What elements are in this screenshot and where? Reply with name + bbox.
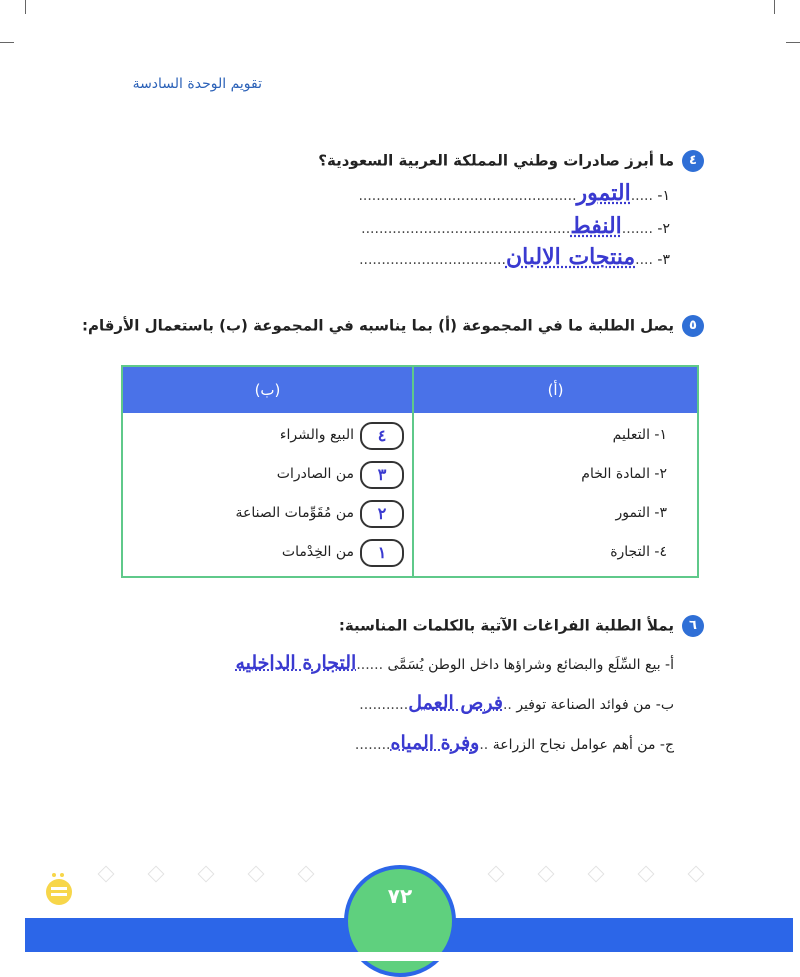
group-b-text: من مُقَوِّمات الصناعة — [235, 505, 354, 521]
decorative-diamond — [488, 866, 505, 883]
group-a-item: ٢- المادة الخام — [581, 466, 667, 482]
fill-trail: ........ — [354, 737, 391, 753]
q6-item-c — [355, 732, 674, 754]
group-b-text: من الصادرات — [276, 466, 354, 482]
group-a-item: ٣- التمور — [615, 505, 667, 521]
crop-mark — [0, 42, 14, 43]
decorative-diamond — [198, 866, 215, 883]
handwritten-answer: وفرة المياه — [390, 732, 480, 754]
decorative-diamond — [538, 866, 555, 883]
column-a — [413, 413, 698, 577]
answer-trail-dots: ................................................. — [358, 188, 577, 204]
crop-mark — [786, 42, 800, 43]
page-bottom-margin — [0, 952, 800, 961]
answer-number: ٣- — [657, 252, 670, 268]
handwritten-answer: التمور — [576, 180, 631, 206]
answer-trail-dots: ............................................... — [361, 221, 571, 237]
answer-lead-dots: ..... — [630, 188, 653, 204]
group-b-text: البيع والشراء — [279, 427, 354, 443]
crop-mark — [774, 0, 775, 14]
question-number-badge: ٦ — [682, 615, 704, 637]
question-4 — [318, 150, 704, 172]
q4-answer-3 — [359, 244, 670, 270]
question-6-text: يملأ الطلبة الفراغات الآتية بالكلمات المناسبة: — [338, 616, 674, 635]
group-b-item — [123, 494, 412, 533]
q6-item-a — [235, 652, 674, 674]
question-4-text: ما أبرز صادرات وطني المملكة العربية السعودية؟ — [318, 151, 674, 170]
decorative-diamond — [588, 866, 605, 883]
answer-oval: ٢ — [360, 500, 404, 528]
decorative-diamond — [248, 866, 265, 883]
group-b-item — [123, 416, 412, 455]
decorative-diamond — [688, 866, 705, 883]
decorative-diamond — [148, 866, 165, 883]
handwritten-answer: منتجات الالبان — [505, 244, 636, 270]
question-5 — [82, 315, 704, 337]
fill-dots: ...... — [356, 657, 384, 673]
matching-table — [121, 365, 699, 578]
answer-lead-dots: .... — [635, 252, 653, 268]
fill-prompt: أ- بيع السِّلَع والبضائع وشراؤها داخل الوطن يُسَمَّى — [387, 657, 674, 673]
publisher-logo-icon — [42, 870, 76, 910]
question-5-text: يصل الطلبة ما في المجموعة (أ) بما يناسبه في المجموعة (ب) باستعمال الأرقام: — [81, 316, 674, 335]
group-b-item — [123, 455, 412, 494]
group-a-item: ١- التعليم — [612, 427, 667, 443]
decorative-diamond — [638, 866, 655, 883]
decorative-diamond — [298, 866, 315, 883]
answer-oval: ٣ — [360, 461, 404, 489]
group-b-item — [123, 533, 412, 572]
handwritten-answer: النفط — [570, 213, 622, 239]
group-a-item: ٤- التجارة — [610, 544, 667, 560]
answer-oval: ٤ — [360, 422, 404, 450]
answer-oval: ١ — [360, 539, 404, 567]
answer-number: ٢- — [657, 221, 670, 237]
question-number-badge: ٤ — [682, 150, 704, 172]
q6-item-b — [359, 692, 674, 714]
column-a-header: (أ) — [413, 366, 698, 413]
column-b — [122, 413, 413, 577]
crop-mark — [25, 0, 26, 14]
handwritten-answer: فرص العمل — [408, 692, 503, 714]
answer-number: ١- — [657, 188, 670, 204]
answer-trail-dots: ................................. — [359, 252, 506, 268]
answer-lead-dots: ....... — [621, 221, 653, 237]
fill-trail: ........... — [359, 697, 409, 713]
column-b-header: (ب) — [122, 366, 413, 413]
question-number-badge: ٥ — [682, 315, 704, 337]
fill-prompt: ب- من فوائد الصناعة توفير — [516, 697, 674, 713]
decorative-diamond — [98, 866, 115, 883]
q4-answer-1 — [358, 180, 670, 206]
group-b-text: من الخِدْمات — [281, 544, 354, 560]
q4-answer-2 — [361, 213, 670, 239]
fill-prompt: ج- من أهم عوامل نجاح الزراعة — [492, 737, 674, 753]
question-6 — [339, 615, 704, 637]
page-number: ٧٢ — [387, 884, 413, 908]
handwritten-answer: التجارة الداخليه — [235, 652, 357, 674]
fill-dots: .. — [479, 737, 489, 753]
unit-title: تقويم الوحدة السادسة — [132, 76, 262, 92]
fill-dots: .. — [502, 697, 512, 713]
